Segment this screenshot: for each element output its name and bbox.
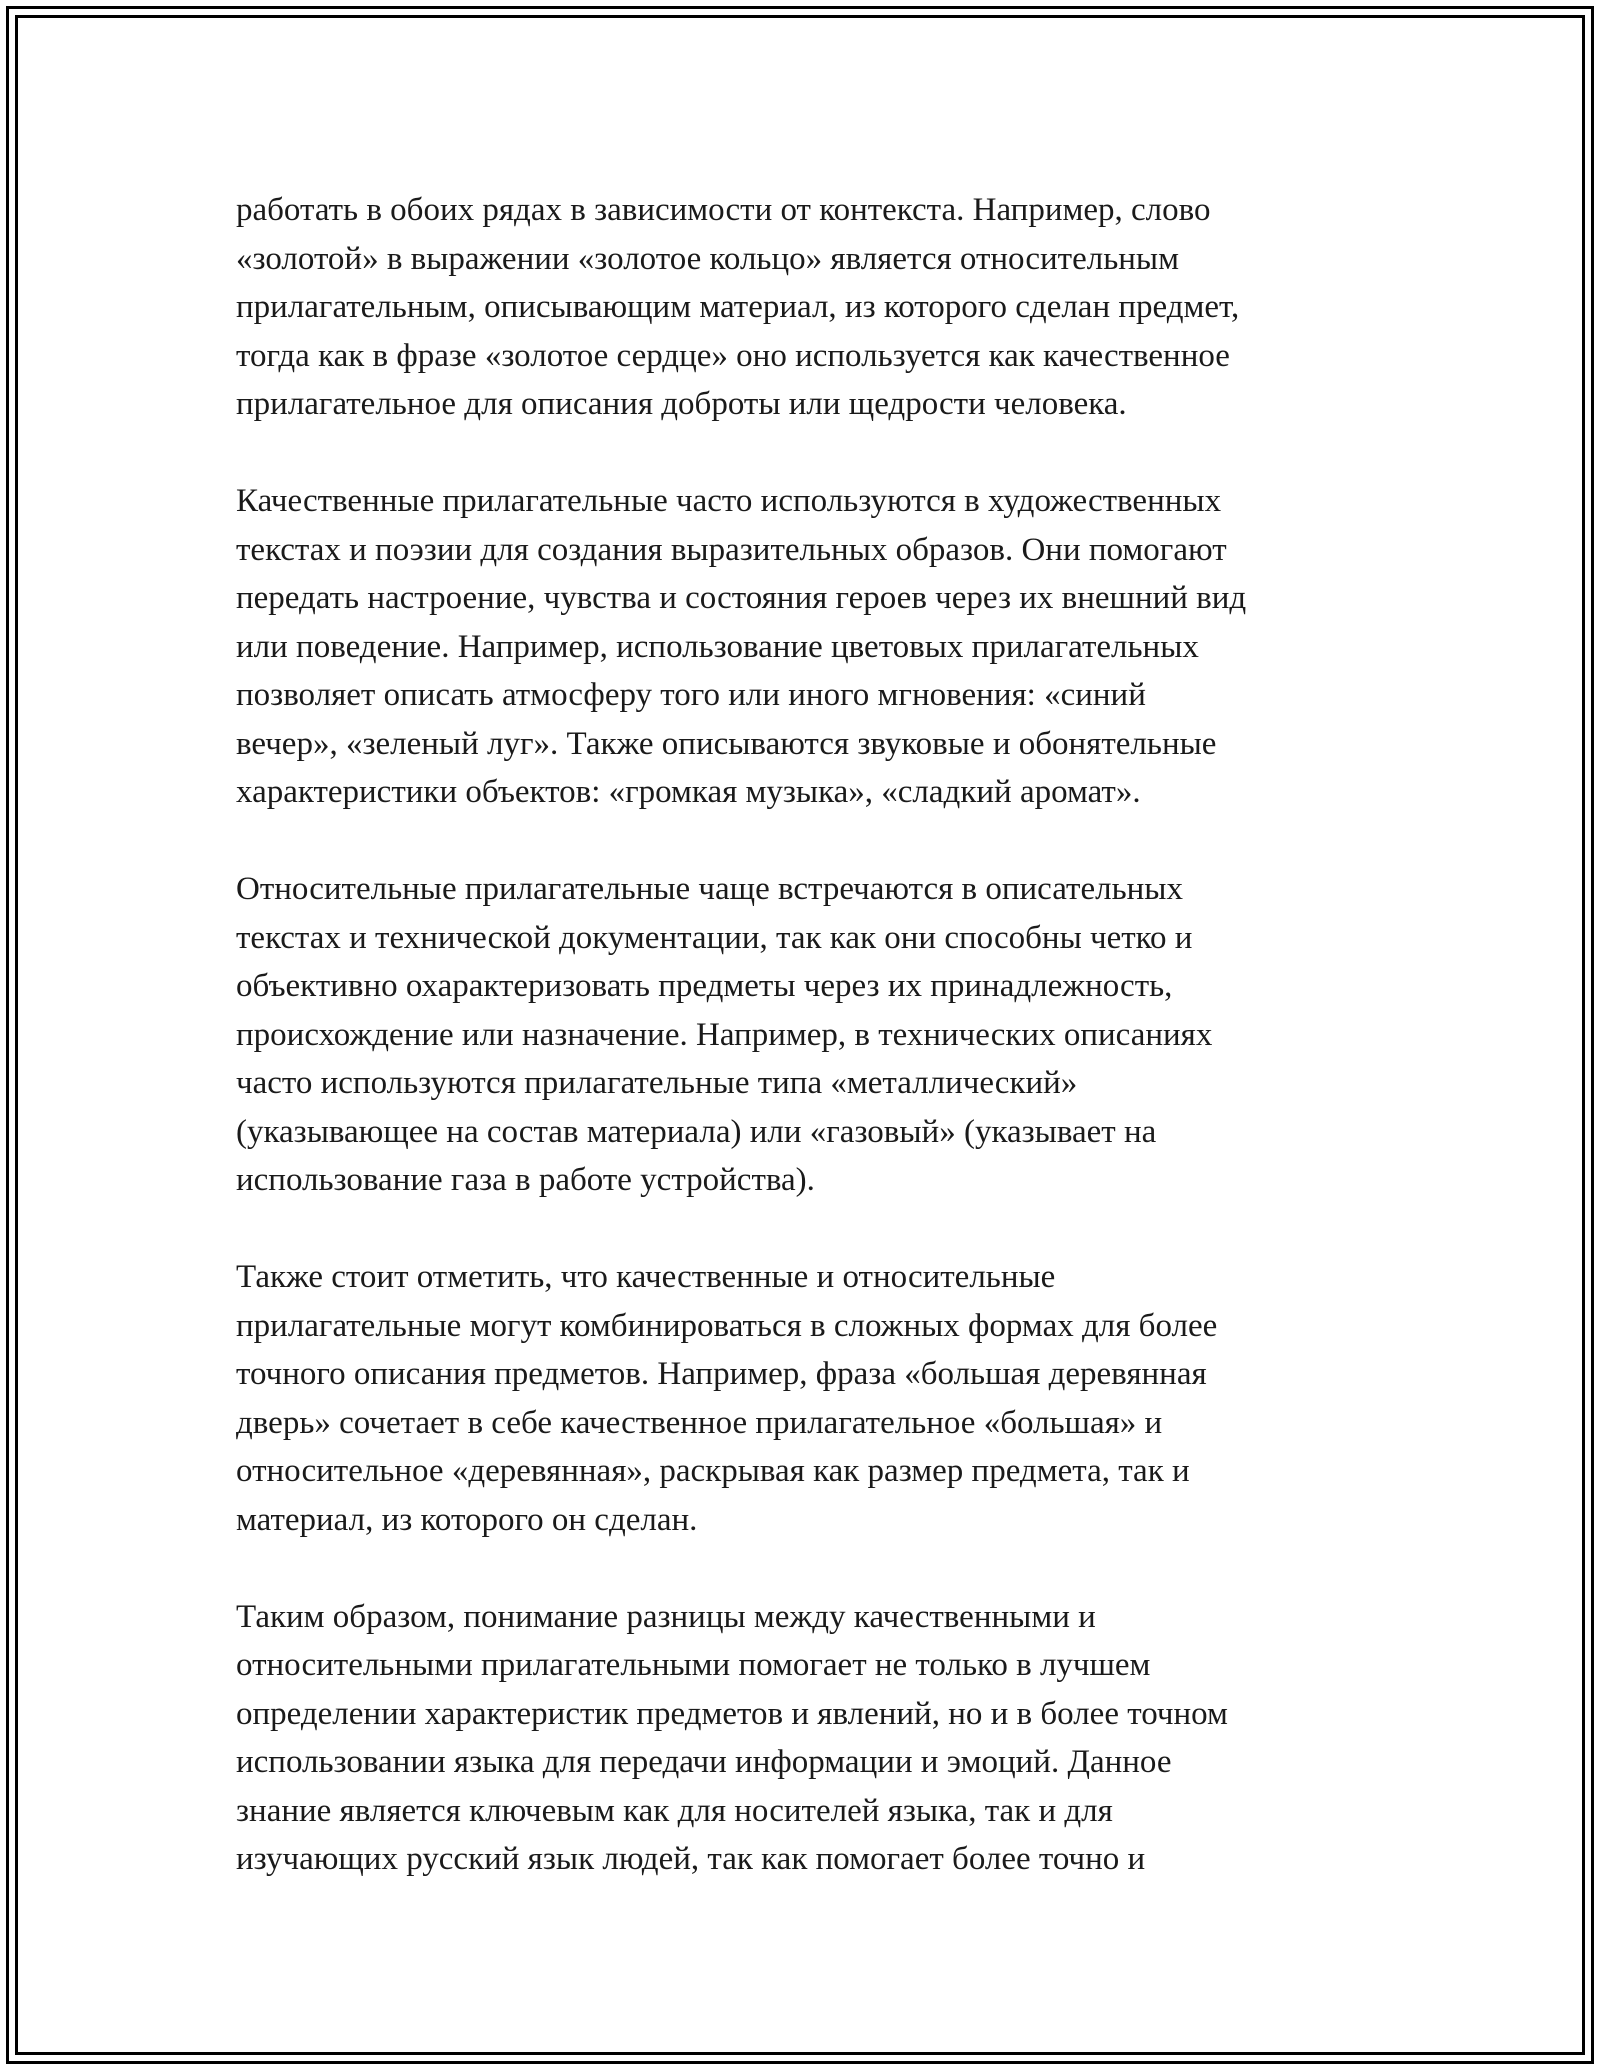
text-line: Таким образом, понимание разницы между качественными и [236,1598,1096,1635]
text-line: Качественные прилагательные часто используются в художественных [236,483,1222,519]
text-line: позволяет описать атмосферу того или иного мгновения: «синий [236,677,1146,713]
paragraph [236,477,1376,817]
text-line: Также стоит отметить, что качественные и относительные [236,1259,1056,1295]
paragraph [236,186,1376,429]
text-line: происхождение или назначение. Например, в технических описаниях [236,1016,1213,1053]
paragraph [236,1253,1376,1544]
text-line: относительными прилагательными помогает не только в лучшем [236,1647,1151,1683]
text-line: прилагательным, описывающим материал, из которого сделан предмет, [236,289,1240,325]
text-line: изучающих русский язык людей, так как помогает более точно и [236,1841,1146,1877]
text-line: определении характеристик предметов и явлений, но и в более точном [236,1695,1228,1732]
text-line: или поведение. Например, использование цветовых прилагательных [236,628,1199,665]
paragraph [236,865,1376,1205]
paragraph [236,1593,1376,1884]
text-line: текстах и поэзии для создания выразительных образов. Они помогают [236,531,1227,568]
text-line: характеристики объектов: «громкая музыка», «сладкий аромат». [236,774,1141,810]
text-line: дверь» сочетает в себе качественное прилагательное «большая» и [236,1404,1163,1441]
text-line: текстах и технической документации, так как они способны четко и [236,919,1193,956]
text-line: (указывающее на состав материала) или «газовый» (указывает на [236,1113,1157,1150]
text-line: точного описания предметов. Например, фраза «большая деревянная [236,1356,1207,1392]
text-line: знание является ключевым как для носителей языка, так и для [236,1792,1113,1829]
text-line: относительное «деревянная», раскрывая как размер предмета, так и [236,1453,1190,1489]
text-line: передать настроение, чувства и состояния героев через их внешний вид [236,580,1247,616]
text-line: «золотой» в выражении «золотое кольцо» является относительным [236,240,1179,277]
text-line: использовании языка для передачи информации и эмоций. Данное [236,1744,1172,1780]
text-line: тогда как в фразе «золотое сердце» оно используется как качественное [236,337,1230,374]
text-line: объективно охарактеризовать предметы через их принадлежность, [236,968,1173,1004]
text-line: прилагательное для описания доброты или щедрости человека. [236,386,1127,422]
document-body [236,186,1376,1932]
text-line: Относительные прилагательные чаще встречаются в описательных [236,871,1183,907]
text-line: работать в обоих рядах в зависимости от контекста. Например, слово [236,192,1211,228]
text-line: вечер», «зеленый луг». Также описываются звуковые и обонятельные [236,725,1217,762]
text-line: часто используются прилагательные типа «металлический» [236,1065,1078,1101]
text-line: использование газа в работе устройства). [236,1162,815,1198]
text-line: материал, из которого он сделан. [236,1501,698,1538]
text-line: прилагательные могут комбинироваться в сложных формах для более [236,1307,1218,1344]
